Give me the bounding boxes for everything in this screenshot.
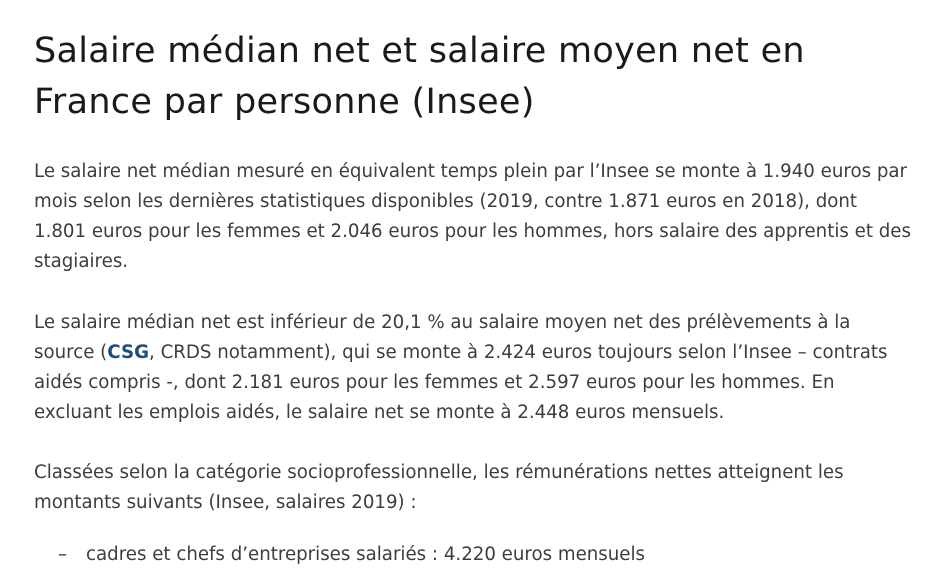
csg-link[interactable]: CSG xyxy=(107,342,149,363)
paragraph-text-start: Le salaire médian net est inférieur de 20,1 % au salaire moyen net des prélèvements à la source ( xyxy=(34,312,851,363)
list-item: – cadres et chefs d’entreprises salariés : 4.220 euros mensuels xyxy=(86,540,645,570)
paragraph-median-salary: Le salaire net médian mesuré en équivalent temps plein par l’Insee se monte à 1.940 euros par mois selon les dernières statistiques disponibles (2019, contre 1.871 euros en 2018), dont 1.801 euros pour les femmes et 2.046 euros pour les hommes, hors salaire des apprentis et des stagiaires. xyxy=(34,161,911,272)
paragraph-socioprofessional-intro: Classées selon la catégorie socioprofessionnelle, les rémunérations nettes atteignent les montants suivants (Insee, salaires 2019) : xyxy=(34,462,844,513)
salary-by-category-list xyxy=(34,540,645,570)
paragraph-average-salary xyxy=(34,308,914,428)
paragraph-text-end: , CRDS notamment), qui se monte à 2.424 euros toujours selon l’Insee – contrats aidés compris -, dont 2.181 euros pour les femmes et 2.597 euros pour les hommes. En excluant les emplois aidés, le salaire net se monte à 2.448 euros mensuels. xyxy=(34,342,888,423)
article-title: Salaire médian net et salaire moyen net en France par personne (Insee) xyxy=(34,31,805,122)
article xyxy=(34,0,914,565)
